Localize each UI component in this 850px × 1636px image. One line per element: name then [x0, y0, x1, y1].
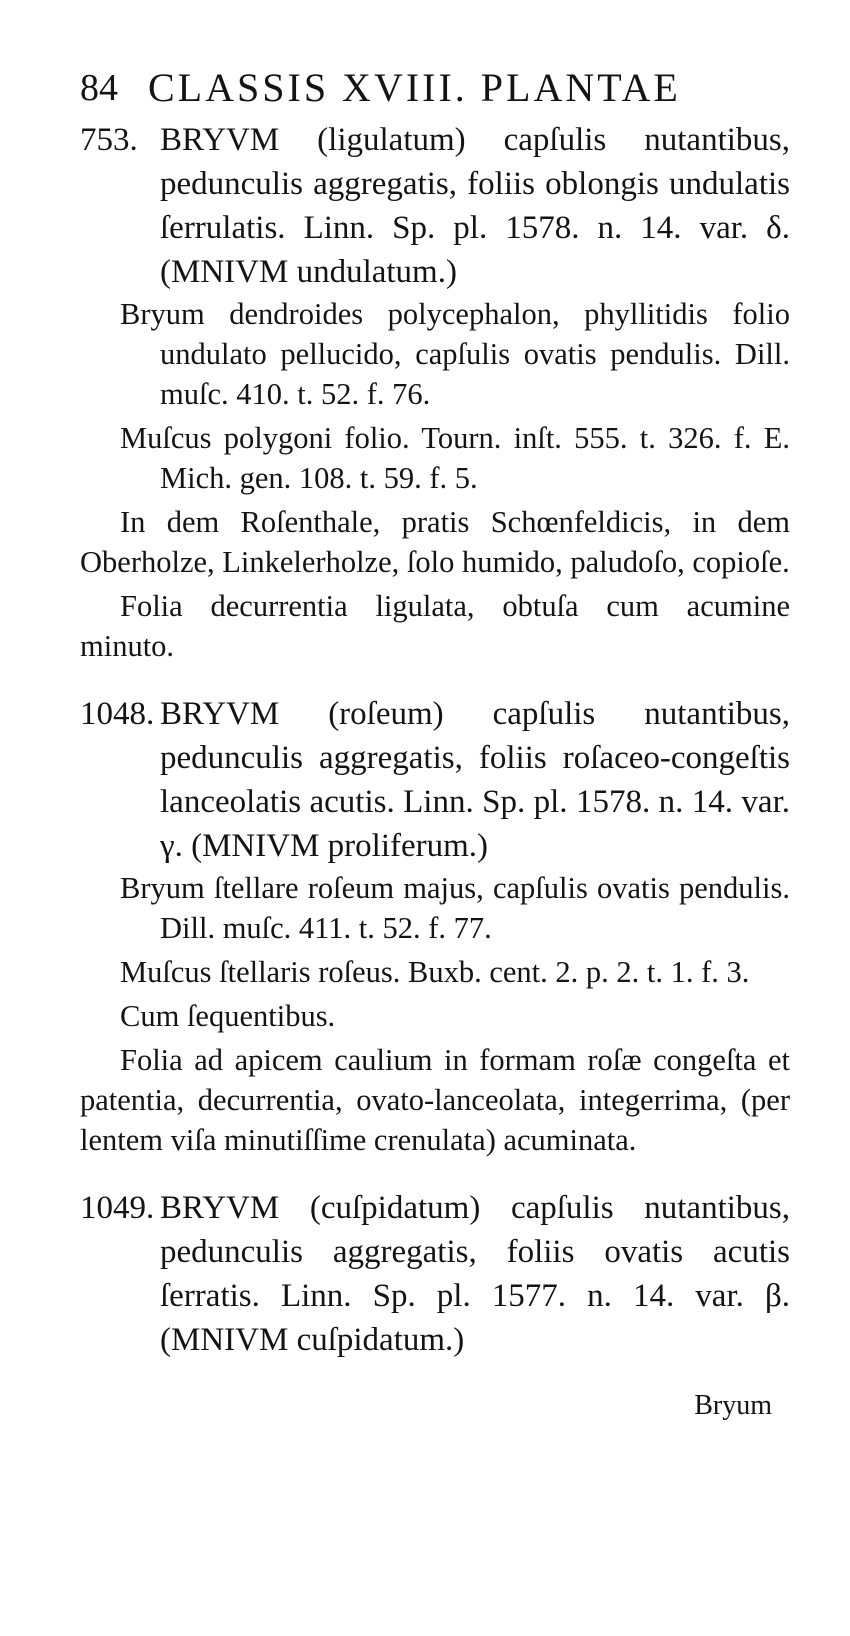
entry-description: BRYVM (roſeum) capſulis nutantibus, pedunculis aggregatis, foliis roſaceo-congeſtis lanceolatis acutis. Linn. Sp. pl. 1578. n. 14. var. γ. (MNIVM proliferum.) [160, 696, 790, 864]
entry-diagnosis [80, 1186, 790, 1362]
entry-spacer [80, 1164, 790, 1186]
description-note: Folia decurrentia ligulata, obtuſa cum acumine minuto. [80, 589, 790, 663]
entry-spacer [80, 670, 790, 692]
entry-number: 1048. [80, 696, 155, 732]
entry-number: 753. [80, 122, 138, 158]
entry-description: BRYVM (cuſpidatum) capſulis nutantibus, pedunculis aggregatis, foliis ovatis acutis ſerratis. Linn. Sp. pl. 1577. n. 14. var. β. (MNIVM cuſpidatum.) [160, 1190, 790, 1358]
description-note: Folia ad apicem caulium in formam roſæ congeſta et patentia, decurrentia, ovato-lanceolata, integerrima, (per lentem viſa minutiſſime crenulata) acuminata. [80, 1043, 790, 1157]
entry-number: 1049. [80, 1190, 155, 1226]
page-number: 84 [80, 67, 118, 109]
synonym: Bryum dendroides polycephalon, phyllitidis folio undulato pellucido, capſulis ovatis pendulis. Dill. muſc. 410. t. 52. f. 76. [120, 297, 790, 411]
entry-diagnosis [80, 118, 790, 294]
synonym: Muſcus polygoni folio. Tourn. inſt. 555. t. 326. f. E. Mich. gen. 108. t. 59. f. 5. [120, 421, 790, 495]
catchword: Bryum [694, 1390, 772, 1421]
book-page [80, 58, 790, 1618]
species-entry [80, 692, 790, 1160]
species-entry [80, 1186, 790, 1362]
species-entry [80, 118, 790, 666]
running-title: CLASSIS XVIII. PLANTAE [148, 65, 681, 110]
page-header [80, 58, 790, 118]
habitat-note: In dem Roſenthale, pratis Schœnfeldicis, in dem Oberholze, Linkelerholze, ſolo humido, paludoſo, copioſe. [80, 505, 790, 579]
synonym: Muſcus ſtellaris roſeus. Buxb. cent. 2. p. 2. t. 1. f. 3. [120, 955, 750, 989]
synonym: Bryum ſtellare roſeum majus, capſulis ovatis pendulis. Dill. muſc. 411. t. 52. f. 77. [120, 871, 790, 945]
entry-description: BRYVM (ligulatum) capſulis nutantibus, pedunculis aggregatis, foliis oblongis undulatis ſerrulatis. Linn. Sp. pl. 1578. n. 14. var. δ. (MNIVM undulatum.) [160, 122, 790, 290]
habitat-note: Cum ſequentibus. [120, 999, 336, 1033]
entry-diagnosis [80, 692, 790, 868]
